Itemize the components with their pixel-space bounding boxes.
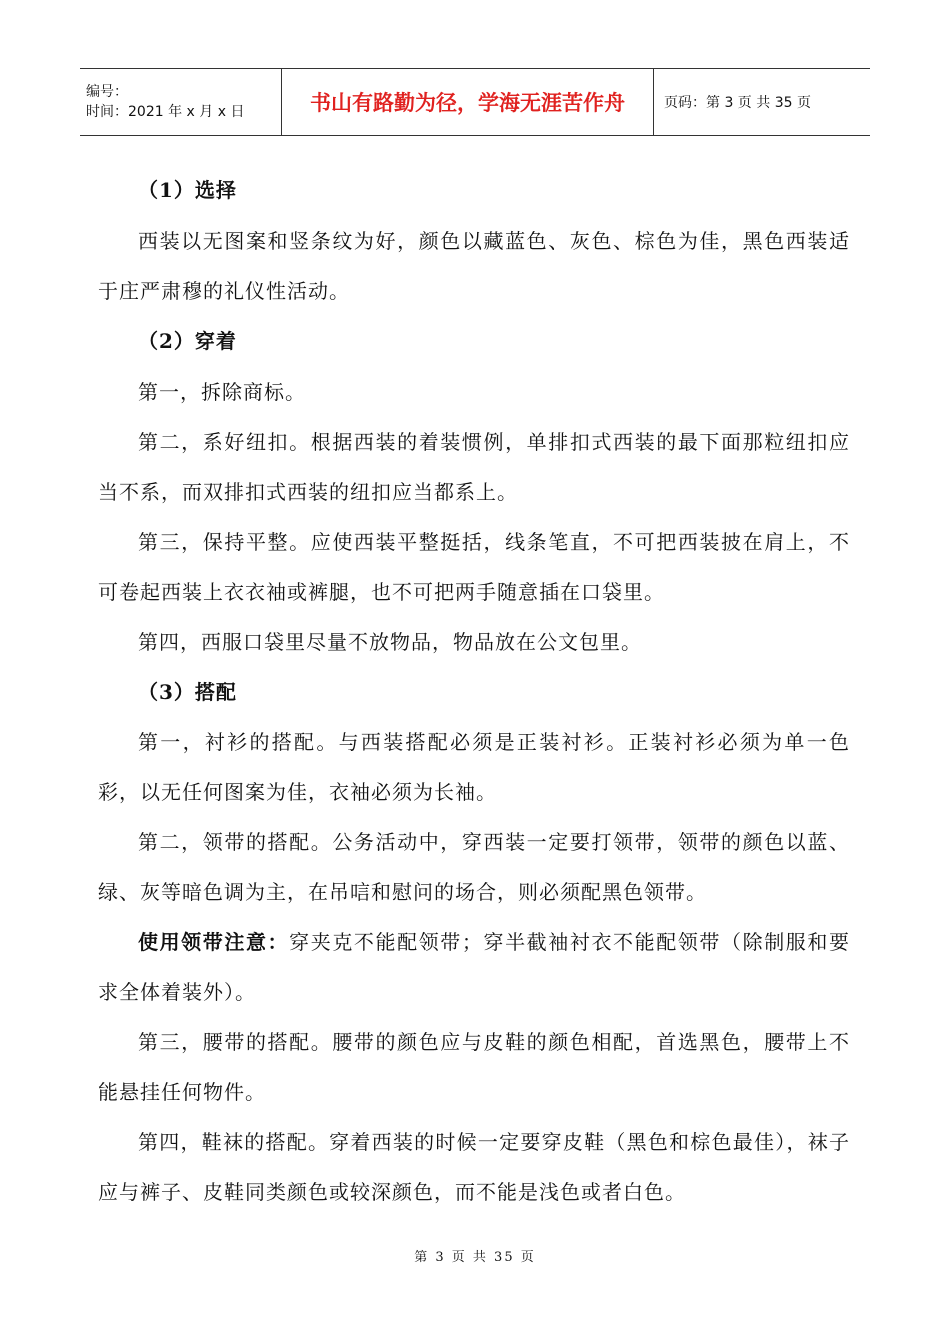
paragraph-select: 西装以无图案和竖条纹为好，颜色以藏蓝色、灰色、棕色为佳，黑色西装适于庄严肃穆的礼仪性活动。: [98, 229, 850, 303]
doc-time-label: 时间：2021 年 x 月 x 日: [86, 104, 245, 120]
paragraph-match-1: 第一，衬衫的搭配。与西装搭配必须是正装衬衫。正装衬衫必须为单一色彩，以无任何图案为佳，衣袖必须为长袖。: [98, 730, 850, 804]
paragraph-wear-2: 第二，系好纽扣。根据西装的着装惯例，单排扣式西装的最下面那粒纽扣应当不系，而双排扣式西装的纽扣应当都系上。: [98, 430, 850, 504]
header-meta: [80, 69, 282, 135]
doc-number-label: 编号：: [86, 84, 128, 100]
header-page-info: 页码：第 3 页 共 35 页: [664, 95, 811, 111]
paragraph-tie-note: [98, 917, 850, 1017]
paragraph-match-3: 第三，腰带的搭配。腰带的颜色应与皮鞋的颜色相配，首选黑色，腰带上不能悬挂任何物件。: [98, 1030, 850, 1104]
page-footer: 第 3 页 共 35 页: [414, 1250, 536, 1265]
section-heading-select: （1）选择: [138, 178, 237, 202]
paragraph-match-4: 第四，鞋袜的搭配。穿着西装的时候一定要穿皮鞋（黑色和棕色最佳），袜子应与裤子、皮鞋同类颜色或较深颜色，而不能是浅色或者白色。: [98, 1130, 850, 1204]
paragraph-match-2: 第二，领带的搭配。公务活动中，穿西装一定要打领带，领带的颜色以蓝、绿、灰等暗色调为主，在吊唁和慰问的场合，则必须配黑色领带。: [98, 830, 850, 904]
paragraph-wear-3: 第三，保持平整。应使西装平整挺括，线条笔直，不可把西装披在肩上，不可卷起西装上衣衣袖或裤腿，也不可把两手随意插在口袋里。: [98, 530, 850, 604]
page-header: [80, 68, 870, 136]
header-motto: 书山有路勤为径，学海无涯苦作舟: [282, 69, 654, 135]
paragraph-wear-1: 第一，拆除商标。: [138, 380, 306, 404]
section-heading-wear: （2）穿着: [138, 329, 237, 353]
paragraph-wear-4: 第四，西服口袋里尽量不放物品，物品放在公文包里。: [138, 630, 642, 654]
section-heading-match: （3）搭配: [138, 680, 237, 704]
tie-note-label: 使用领带注意：: [138, 930, 290, 954]
tie-note-text: 穿夹克不能配领带；穿半截袖衬衣不能配领带（除制服和要求全体着装外）。: [98, 930, 850, 1004]
